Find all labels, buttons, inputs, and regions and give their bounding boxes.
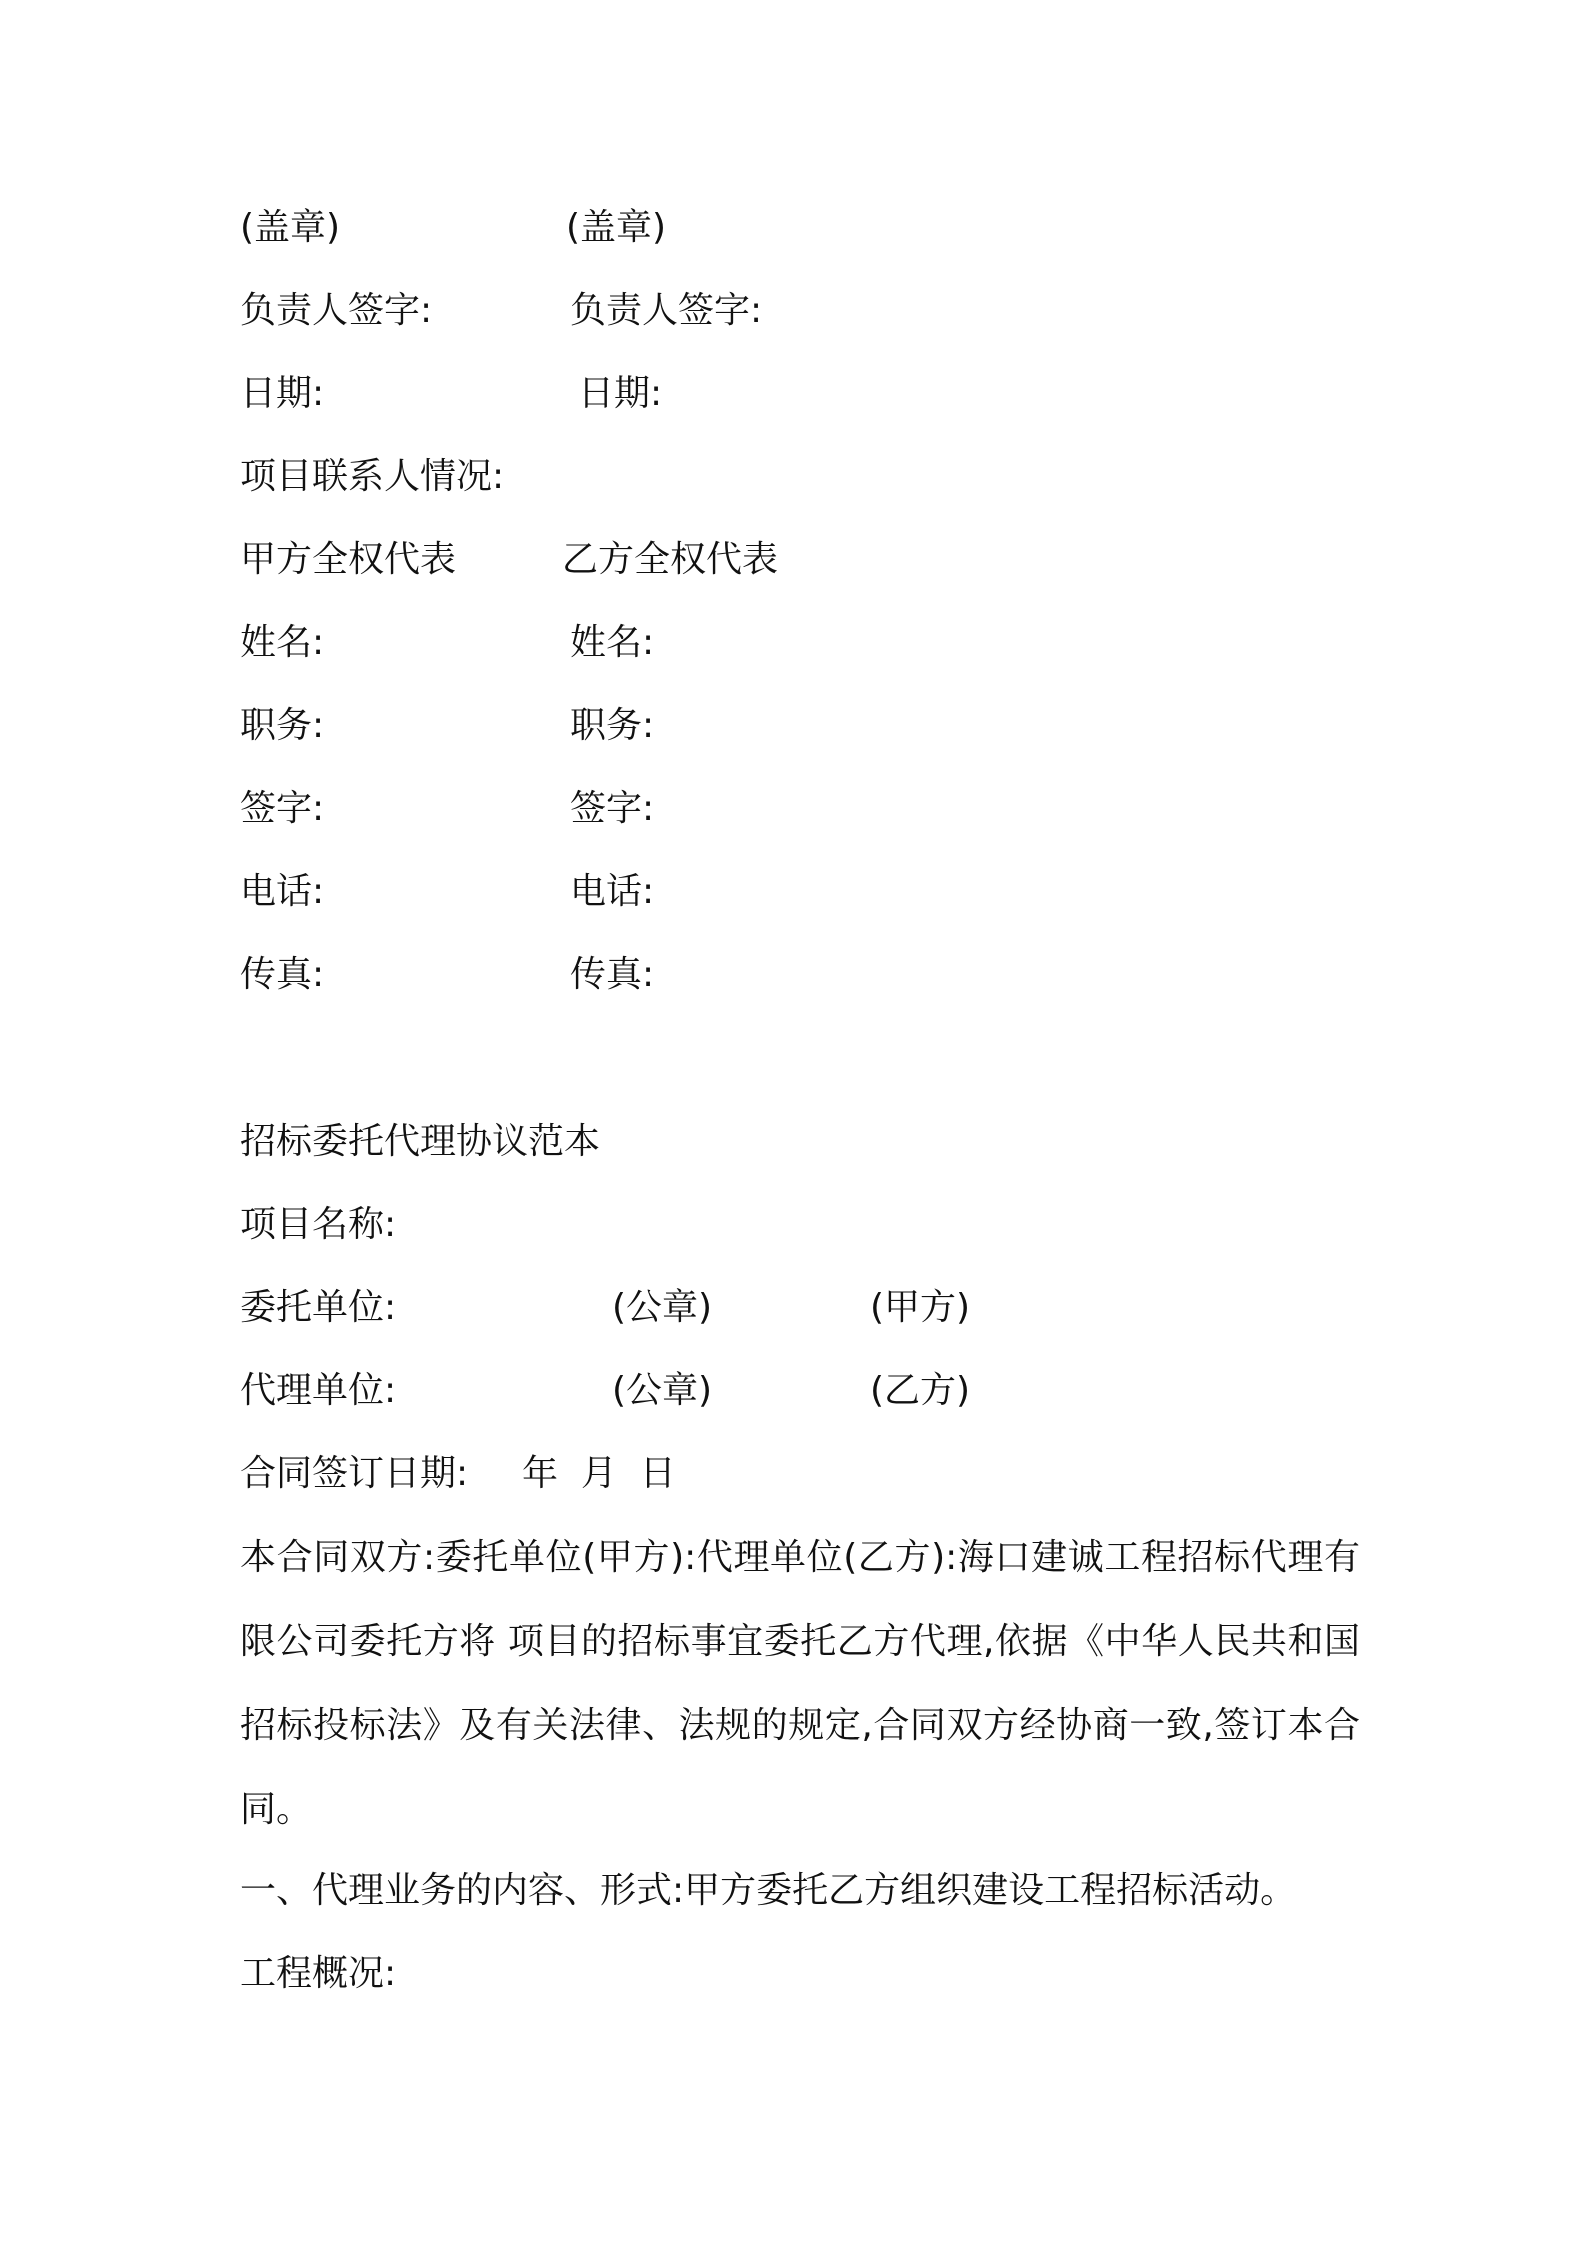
project-overview-label: 工程概况: bbox=[240, 1953, 397, 1994]
agent-label: 代理单位: bbox=[240, 1370, 397, 1411]
phone-left: 电话: bbox=[240, 871, 325, 912]
party-b-representative: 乙方全权代表 bbox=[562, 539, 779, 580]
position-left: 职务: bbox=[240, 705, 325, 746]
phone-right: 电话: bbox=[570, 871, 655, 912]
party-a-representative: 甲方全权代表 bbox=[240, 539, 457, 580]
agent-seal: (公章) bbox=[612, 1370, 713, 1411]
date-right: 日期: bbox=[578, 373, 663, 414]
responsible-signature-right: 负责人签字: bbox=[570, 290, 763, 331]
project-name-label: 项目名称: bbox=[240, 1204, 397, 1245]
position-right: 职务: bbox=[570, 705, 655, 746]
parties-paragraph: 本合同双方:委托单位(甲方):代理单位(乙方):海口建诚工程招标代理有限公司委托方将 项目的招标事宜委托乙方代理,依据《中华人民共和国招标投标法》及有关法律、法规的规定,合同双方经协商一致,签订本合同。 bbox=[240, 1537, 1360, 1830]
fax-left: 传真: bbox=[240, 954, 325, 995]
name-left: 姓名: bbox=[240, 622, 325, 663]
agent-party: (乙方) bbox=[870, 1370, 971, 1411]
seal-left: (盖章) bbox=[240, 207, 341, 248]
signing-date-label: 合同签订日期: bbox=[240, 1453, 469, 1494]
sign-right: 签字: bbox=[570, 788, 655, 829]
contacts-heading: 项目联系人情况: bbox=[240, 456, 505, 497]
client-label: 委托单位: bbox=[240, 1287, 397, 1328]
agreement-title: 招标委托代理协议范本 bbox=[240, 1121, 601, 1162]
date-left: 日期: bbox=[240, 373, 325, 414]
client-party: (甲方) bbox=[870, 1287, 971, 1328]
seal-right: (盖章) bbox=[566, 207, 667, 248]
signing-date-value: 年 月 日 bbox=[522, 1453, 676, 1494]
responsible-signature-left: 负责人签字: bbox=[240, 290, 433, 331]
sign-left: 签字: bbox=[240, 788, 325, 829]
client-seal: (公章) bbox=[612, 1287, 713, 1328]
name-right: 姓名: bbox=[570, 622, 655, 663]
fax-right: 传真: bbox=[570, 954, 655, 995]
section-one: 一、代理业务的内容、形式:甲方委托乙方组织建设工程招标活动。 bbox=[240, 1870, 1297, 1911]
